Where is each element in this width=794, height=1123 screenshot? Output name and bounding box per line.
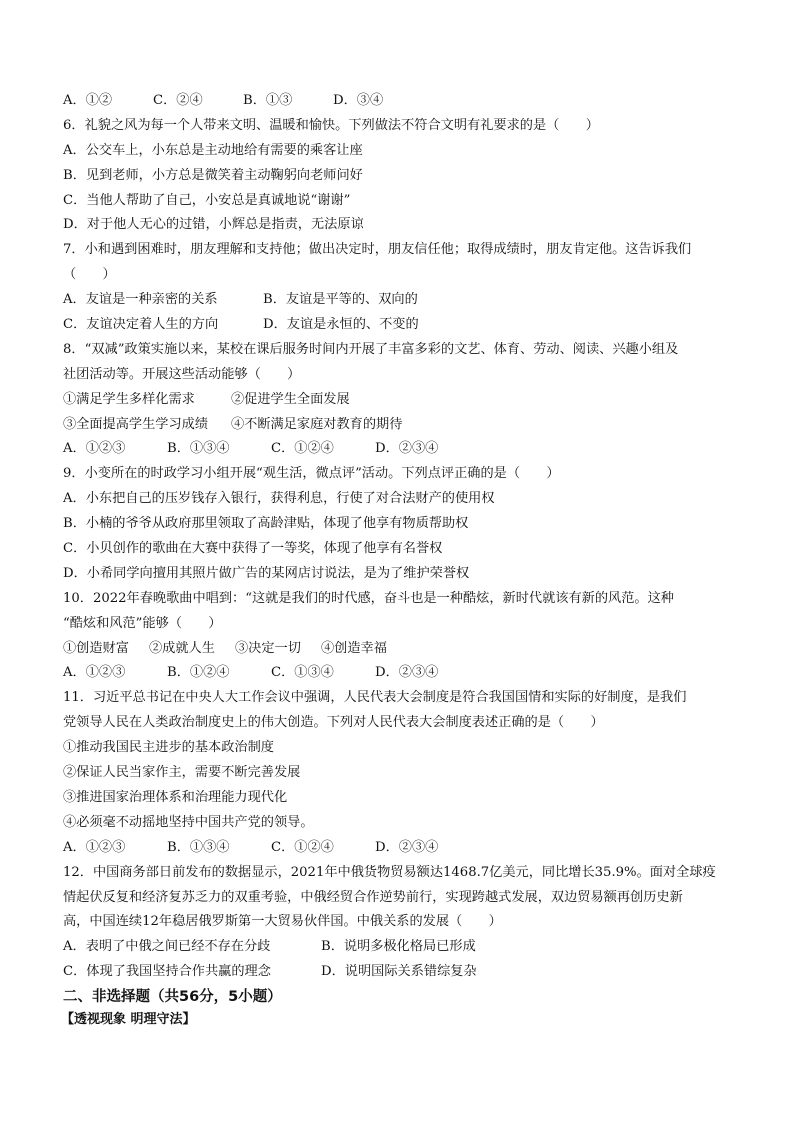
q8-option-a[interactable]: A．①②③ bbox=[63, 441, 126, 457]
q12-stem-line3: 高，中国连续12年稳居俄罗斯第一大贸易伙伴国。中俄关系的发展（ ） bbox=[63, 914, 502, 930]
q12-option-c[interactable]: C．体现了我国坚持合作共赢的理念 bbox=[63, 964, 271, 980]
q12-options-row1 bbox=[63, 935, 733, 960]
q11-option-c[interactable]: C．①②④ bbox=[271, 839, 334, 855]
q7-option-a[interactable]: A．友谊是一种亲密的关系 bbox=[63, 292, 218, 308]
q10-stem-line2: “酷炫和风范”能够（ ） bbox=[63, 615, 222, 631]
q9-option-c[interactable]: C．小贝创作的歌曲在大赛中获得了一等奖，体现了他享有名誉权 bbox=[63, 541, 443, 557]
q11-statement-1: ①推动我国民主进步的基本政治制度 bbox=[63, 740, 274, 756]
q5-option-a[interactable]: A．①② bbox=[63, 93, 113, 108]
q10-option-d[interactable]: D．②③④ bbox=[375, 665, 439, 681]
q6-option-c[interactable]: C．当他人帮助了自己，小安总是真诚地说“谢谢” bbox=[63, 192, 351, 208]
q6-option-d[interactable]: D．对于他人无心的过错，小辉总是指责，无法原谅 bbox=[63, 217, 364, 233]
q7-options-row2 bbox=[63, 313, 733, 338]
q8-statement-1: ①满足学生多样化需求 bbox=[63, 391, 195, 407]
q9-option-b[interactable]: B．小楠的爷爷从政府那里领取了高龄津贴，体现了他享有物质帮助权 bbox=[63, 516, 469, 532]
q7-stem-line2: （ ） bbox=[63, 267, 116, 283]
q8-statement-3: ③全面提高学生学习成绩 bbox=[63, 416, 209, 432]
q11-options bbox=[63, 836, 733, 861]
q5-option-d[interactable]: D．③④ bbox=[333, 93, 384, 108]
section2-title: 二、非选择题（共56分，5小题） bbox=[63, 989, 282, 1006]
q8-statement-4: ④不断满足家庭对教育的期待 bbox=[231, 416, 403, 432]
q9-option-a[interactable]: A．小东把自己的压岁钱存入银行，获得利息，行使了对合法财产的使用权 bbox=[63, 491, 495, 507]
q8-options bbox=[63, 437, 733, 462]
q7-stem-line1: 7．小和遇到困难时，朋友理解和支持他；做出决定时，朋友信任他；取得成绩时，朋友肯定他。这告诉我们 bbox=[63, 242, 692, 258]
q5-option-b[interactable]: B．①③ bbox=[243, 93, 293, 108]
q8-statement-2: ②促进学生全面发展 bbox=[231, 391, 350, 407]
q10-statement-1: ①创造财富 bbox=[63, 640, 129, 656]
q7-option-b[interactable]: B．友谊是平等的、双向的 bbox=[263, 292, 418, 308]
q12-stem-line2: 情起伏反复和经济复苏乏力的双重考验，中俄经贸合作逆势前行，实现跨越式发展，双边贸易额再创历史新 bbox=[63, 889, 683, 905]
q10-option-c[interactable]: C．①③④ bbox=[271, 665, 334, 681]
q12-option-b[interactable]: B．说明多极化格局已形成 bbox=[321, 939, 476, 955]
q11-stem-line1: 11．习近平总书记在中央人大工作会议中强调，人民代表大会制度是符合我国国情和实际的好制度，是我们 bbox=[63, 690, 687, 706]
q11-option-b[interactable]: B．①③④ bbox=[167, 839, 230, 855]
q8-stem-line2: 社团活动等。开展这些活动能够（ ） bbox=[63, 366, 301, 382]
q7-option-d[interactable]: D．友谊是永恒的、不变的 bbox=[263, 317, 419, 333]
q12-option-d[interactable]: D．说明国际关系错综复杂 bbox=[321, 964, 477, 980]
q7-option-c[interactable]: C．友谊决定着人生的方向 bbox=[63, 317, 219, 333]
q6-option-b[interactable]: B．见到老师，小方总是微笑着主动鞠躬向老师问好 bbox=[63, 167, 363, 183]
q8-statements-row1 bbox=[63, 388, 733, 413]
q8-option-b[interactable]: B．①③④ bbox=[167, 441, 230, 457]
q8-statements-row2 bbox=[63, 413, 733, 438]
q9-option-d[interactable]: D．小希同学向擅用其照片做广告的某网店讨说法，是为了维护荣誉权 bbox=[63, 565, 470, 581]
q8-option-d[interactable]: D．②③④ bbox=[375, 441, 439, 457]
q10-statements bbox=[63, 637, 733, 662]
q10-option-b[interactable]: B．①②④ bbox=[167, 665, 230, 681]
q8-option-c[interactable]: C．①②④ bbox=[271, 441, 334, 457]
q11-option-a[interactable]: A．①②③ bbox=[63, 839, 126, 855]
subsection-title: 【透视现象 明理守法】 bbox=[61, 1012, 196, 1028]
q11-statement-4: ④必须毫不动摇地坚持中国共产党的领导。 bbox=[63, 814, 314, 830]
q5-option-c[interactable]: C．②④ bbox=[153, 93, 203, 108]
q10-statement-3: ③决定一切 bbox=[235, 640, 301, 656]
q10-options bbox=[63, 661, 733, 686]
q12-option-a[interactable]: A．表明了中俄之间已经不存在分歧 bbox=[63, 939, 271, 955]
q9-stem: 9．小变所在的时政学习小组开展“观生活，微点评”活动。下列点评正确的是（ ） bbox=[63, 466, 560, 482]
q6-option-a[interactable]: A．公交车上，小东总是主动地给有需要的乘客让座 bbox=[63, 142, 363, 158]
q11-stem-line2: 党领导人民在人类政治制度史上的伟大创造。下列对人民代表大会制度表述正确的是（ ） bbox=[63, 715, 604, 731]
q11-option-d[interactable]: D．②③④ bbox=[375, 839, 439, 855]
q10-statement-4: ④创造幸福 bbox=[321, 640, 387, 656]
q12-options-row2 bbox=[63, 960, 733, 985]
q12-stem-line1: 12．中国商务部日前发布的数据显示，2021年中俄货物贸易额达1468.7亿美元，同比增长35.9%。面对全球疫 bbox=[63, 864, 716, 880]
q11-statement-2: ②保证人民当家作主，需要不断完善发展 bbox=[63, 765, 301, 781]
q8-stem-line1: 8．“双减”政策实施以来，某校在课后服务时间内开展了丰富多彩的文艺、体育、劳动、阅读、兴趣小组及 bbox=[63, 341, 679, 357]
q10-statement-2: ②成就人生 bbox=[149, 640, 215, 656]
q5-options bbox=[63, 89, 733, 114]
q7-options-row1 bbox=[63, 288, 733, 313]
q10-option-a[interactable]: A．①②③ bbox=[63, 665, 126, 681]
q11-statement-3: ③推进国家治理体系和治理能力现代化 bbox=[63, 789, 288, 805]
q6-stem: 6．礼貌之风为每一个人带来文明、温暖和愉快。下列做法不符合文明有礼要求的是（ ） bbox=[63, 117, 599, 133]
exam-page bbox=[63, 89, 733, 1031]
q10-stem-line1: 10．2022年春晚歌曲中唱到：“这就是我们的时代感，奋斗也是一种酷炫，新时代就该有新的风范。这种 bbox=[63, 590, 674, 606]
